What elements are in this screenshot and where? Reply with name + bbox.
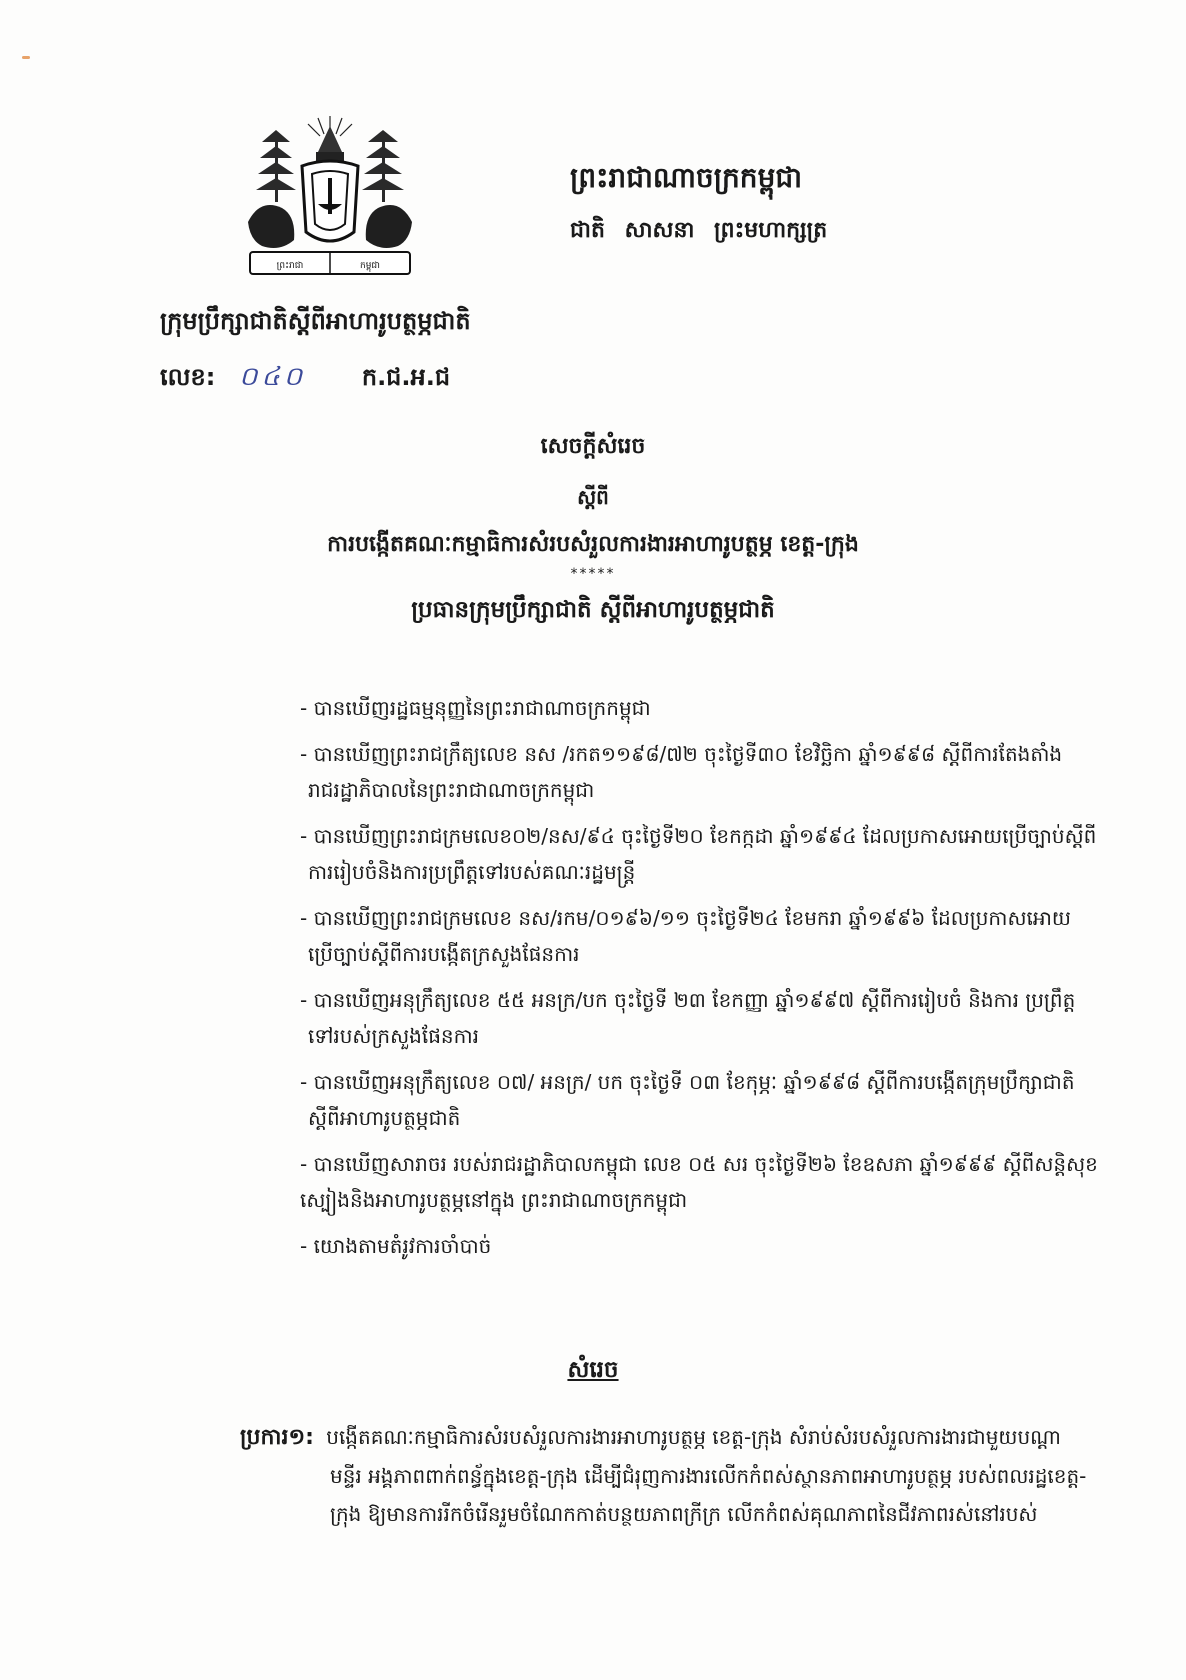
consideration-line: - បានឃើញសារាចរ របស់រាជរដ្ឋាភិបាលកម្ពុជា លេខ ០៥ សរ ចុះថ្ងៃទី២៦ ខែឧសភា ឆ្នាំ១៩៩៩ ស្តីពីសន្តិសុខ — [300, 1152, 1098, 1176]
article-1-label: ប្រការ១: — [240, 1425, 314, 1450]
kingdom-title: ព្រះរាជាណាចក្រកម្ពុជា — [570, 161, 803, 194]
consideration-line: - បានឃើញរដ្ឋធម្មនុញ្ញនៃព្រះរាជាណាចក្រកម្ពុជា — [300, 696, 651, 720]
consideration-item — [300, 818, 1130, 890]
reference-code: ក.ជ.អ.ជ — [361, 363, 451, 391]
on-heading: ស្តីពី — [577, 485, 609, 509]
subject-heading: ការបង្កើតគណៈកម្មាធិការសំរបសំរួលការងារអាហារូបត្ថម្ភ ខេត្ត-ក្រុង — [327, 532, 859, 557]
article-1-first-line — [240, 1418, 1120, 1457]
article-1-text: ក្រុង ឱ្យមានការរីកចំរើនរួមចំណែកកាត់បន្ថយភាពក្រីក្រ លើកកំពស់គុណភាពនៃជីវភាពរស់នៅរបស់ — [330, 1502, 1038, 1526]
consideration-line: - បានឃើញព្រះរាជក្រឹត្យលេខ នស /រកត១១៩៨/៧២ ចុះថ្ងៃទី៣០ ខែវិច្ឆិកា ឆ្នាំ១៩៩៨ ស្តីពីការតែងតាំង — [300, 742, 1063, 766]
decision-heading: សេចក្តីសំរេច — [540, 434, 646, 459]
consideration-item — [300, 1146, 1130, 1218]
consideration-line: - បានឃើញអនុក្រឹត្យលេខ ០៧/ អនក្រ/ បក ចុះថ្ងៃទី ០៣ ខែកុម្ភៈ ឆ្នាំ១៩៩៨ ស្តីពីការបង្កើតក្រុមប្រឹក្សាជាតិ — [300, 1070, 1075, 1094]
article-1 — [240, 1418, 1120, 1533]
consideration-continuation: ប្រើច្បាប់ស្តីពីការបង្កើតក្រសួងផែនការ — [308, 942, 580, 966]
consideration-continuation: ស្បៀងនិងអាហារូបត្ថម្ភនៅក្នុង ព្រះរាជាណាចក្រកម្ពុជា — [300, 1188, 688, 1212]
scan-artifact — [22, 56, 30, 59]
separator-stars: ***** — [570, 566, 616, 582]
consideration-item — [300, 900, 1130, 972]
emblem-banner-right: កម្ពុជា — [360, 261, 380, 271]
issuer-heading: ប្រធានក្រុមប្រឹក្សាជាតិ ស្តីពីអាហារូបត្ថម្ភជាតិ — [411, 597, 775, 623]
royal-coat-of-arms-icon — [240, 112, 420, 288]
reference-label: លេខ: — [160, 363, 216, 391]
consideration-item — [300, 982, 1130, 1054]
article-1-text: បង្កើតគណៈកម្មាធិការសំរបសំរួលការងារអាហារូបត្ថម្ភ ខេត្ត-ក្រុង សំរាប់សំរបសំរួលការងារជាមួយបណ្តា — [326, 1425, 1061, 1449]
consideration-line: - យោងតាមតំរូវការចាំបាច់ — [300, 1234, 492, 1258]
resolution-heading: សំរេច — [567, 1357, 619, 1383]
reference-line — [160, 360, 450, 398]
emblem-banner-left: ព្រះរាជា — [276, 261, 304, 271]
consideration-line: - បានឃើញព្រះរាជក្រមលេខ០២/នស/៩៤ ចុះថ្ងៃទី២០ ខែកក្កដា ឆ្នាំ១៩៩៤ ដែលប្រកាសអោយប្រើច្បាប់ស្តីពី — [300, 824, 1097, 848]
national-motto: ជាតិ សាសនា ព្រះមហាក្សត្រ — [570, 218, 828, 243]
consideration-line: - បានឃើញព្រះរាជក្រមលេខ នស/រកម/០១៩៦/១១ ចុះថ្ងៃទី២៤ ខែមករា ឆ្នាំ១៩៩៦ ដែលប្រកាសអោយ — [300, 906, 1071, 930]
consideration-continuation: ការរៀបចំនិងការប្រព្រឹត្តទៅរបស់គណៈរដ្ឋមន្ត្រី — [308, 860, 636, 884]
consideration-item — [300, 1228, 1130, 1264]
consideration-item — [300, 1064, 1130, 1136]
issuing-council-name: ក្រុមប្រឹក្សាជាតិស្តីពីអាហារូបត្ថម្ភជាតិ — [160, 307, 471, 335]
consideration-item — [300, 690, 1130, 726]
consideration-continuation: ទៅរបស់ក្រសួងផែនការ — [308, 1024, 479, 1048]
consideration-continuation: ស្តីពីអាហារូបត្ថម្ភជាតិ — [308, 1106, 461, 1130]
consideration-line: - បានឃើញអនុក្រឹត្យលេខ ៥៥ អនក្រ/បក ចុះថ្ងៃទី ២៣ ខែកញ្ញា ឆ្នាំ១៩៩៧ ស្តីពីការរៀបចំ និងការ ប្រព្រឹត្ត — [300, 988, 1076, 1012]
consideration-continuation: រាជរដ្ឋាភិបាលនៃព្រះរាជាណាចក្រកម្ពុជា — [308, 778, 595, 802]
reference-number: ០៤០ — [238, 362, 307, 392]
considerations-list — [300, 690, 1130, 1274]
article-1-text: មន្ទីរ អង្គភាពពាក់ពន្ធ័ក្នុងខេត្ត-ក្រុង ដើម្បីជំរុញការងារលើកកំពស់ស្ថានភាពអាហារូបត្ថម្ភ របស់ពលរដ្ឋខេត្ត- — [330, 1464, 1087, 1488]
consideration-item — [300, 736, 1130, 808]
